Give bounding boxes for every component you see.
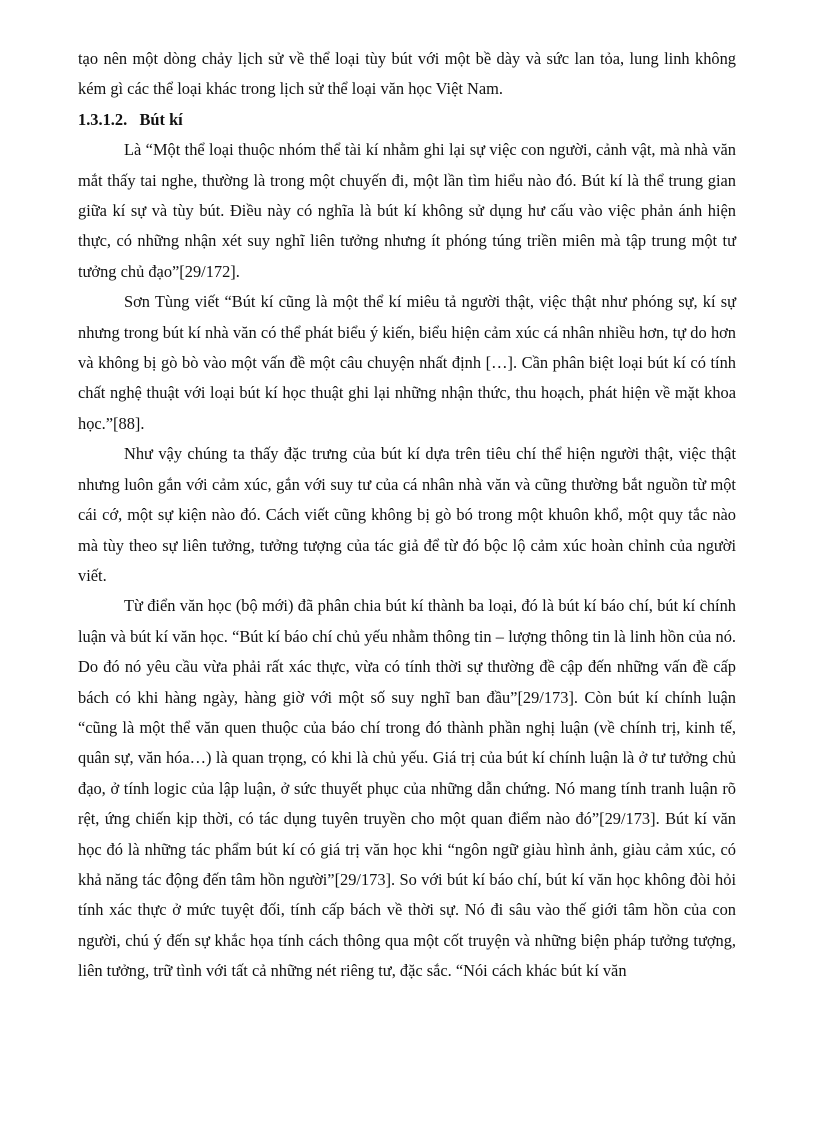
intro-paragraph: tạo nên một dòng chảy lịch sử về thể loại tùy bút với một bề dày và sức lan tỏa, lung linh không kém gì các thể loại khác trong lịch sử thể loại văn học Việt Nam. [78,49,736,99]
document-page [78,44,736,987]
paragraph-characteristics: Như vậy chúng ta thấy đặc trưng của bút kí dựa trên tiêu chí thể hiện người thật, việc thật nhưng luôn gắn với cảm xúc, gắn với suy tư của cá nhân nhà văn và cũng thường bắt nguồn từ một cái cớ, một sự kiện nào đó. Cách viết cũng không bị gò bó trong một khuôn khổ, một quy tắc nào mà tùy theo sự liên tưởng, tưởng tượng của tác giả để từ đó bộc lộ cảm xúc hoàn chỉnh của người viết. [78,444,736,585]
section-heading: 1.3.1.2. Bút kí [78,109,183,129]
paragraph-son-tung-quote: Sơn Tùng viết “Bút kí cũng là một thể kí miêu tả người thật, việc thật như phóng sự, kí sự nhưng trong bút kí nhà văn có thể phát biểu ý kiến, biểu hiện cảm xúc cá nhân nhiều hơn, tự do hơn và không bị gò bò vào một vấn đề một câu chuyện nhất định […]. Cần phân biệt loại bút kí có tính chất nghệ thuật với loại bút kí học thuật ghi lại những nhận thức, thu hoạch, phát hiện về mặt khoa học.”[88]. [78,292,736,433]
paragraph-classification: Từ điển văn học (bộ mới) đã phân chia bút kí thành ba loại, đó là bút kí báo chí, bút kí chính luận và bút kí văn học. “Bút kí báo chí chủ yếu nhằm thông tin – lượng thông tin là linh hồn của nó. Do đó nó yêu cầu vừa phải rất xác thực, vừa có tính thời sự thường đề cập đến những vấn đề cấp bách có khi hàng ngày, hàng giờ với một số suy nghĩ ban đầu”[29/173]. Còn bút kí chính luận “cũng là một thể văn quen thuộc của báo chí trong đó thành phần nghị luận (về chính trị, kinh tế, quân sự, văn hóa…) là quan trọng, có khi là chủ yếu. Giá trị của bút kí chính luận là ở tư tưởng chủ đạo, ở tính logic của lập luận, ở sức thuyết phục của những dẫn chứng. Nó mang tính tranh luận rõ rệt, ứng chiến kịp thời, có tác dụng tuyên truyền cho một quan điểm nào đó”[29/173]. Bút kí văn học đó là những tác phẩm bút kí có giá trị văn học khi “ngôn ngữ giàu hình ảnh, giàu cảm xúc, có khả năng tác động đến tâm hồn người”[29/173]. So với bút kí báo chí, bút kí văn học không đòi hỏi tính xác thực ở mức tuyệt đối, tính cấp bách về thời sự. Nó đi sâu vào thế giới tâm hồn của con người, chú ý đến sự khắc họa tính cách thông qua một cốt truyện và những biện pháp tưởng tượng, liên tưởng, trữ tình với tất cả những nét riêng tư, đặc sắc. “Nói cách khác bút kí văn [78,596,736,981]
paragraph-definition: Là “Một thể loại thuộc nhóm thể tài kí nhằm ghi lại sự việc con người, cảnh vật, mà nhà văn mắt thấy tai nghe, thường là trong một chuyến đi, một lần tìm hiểu nào đó. Bút kí là thể trung gian giữa kí sự và tùy bút. Điều này có nghĩa là bút kí không sử dụng hư cấu vào việc phản ánh hiện thực, có những nhận xét suy nghĩ liên tưởng nhưng ít phóng túng triền miên mà tập trung một tư tưởng chủ đạo”[29/172]. [78,140,736,281]
